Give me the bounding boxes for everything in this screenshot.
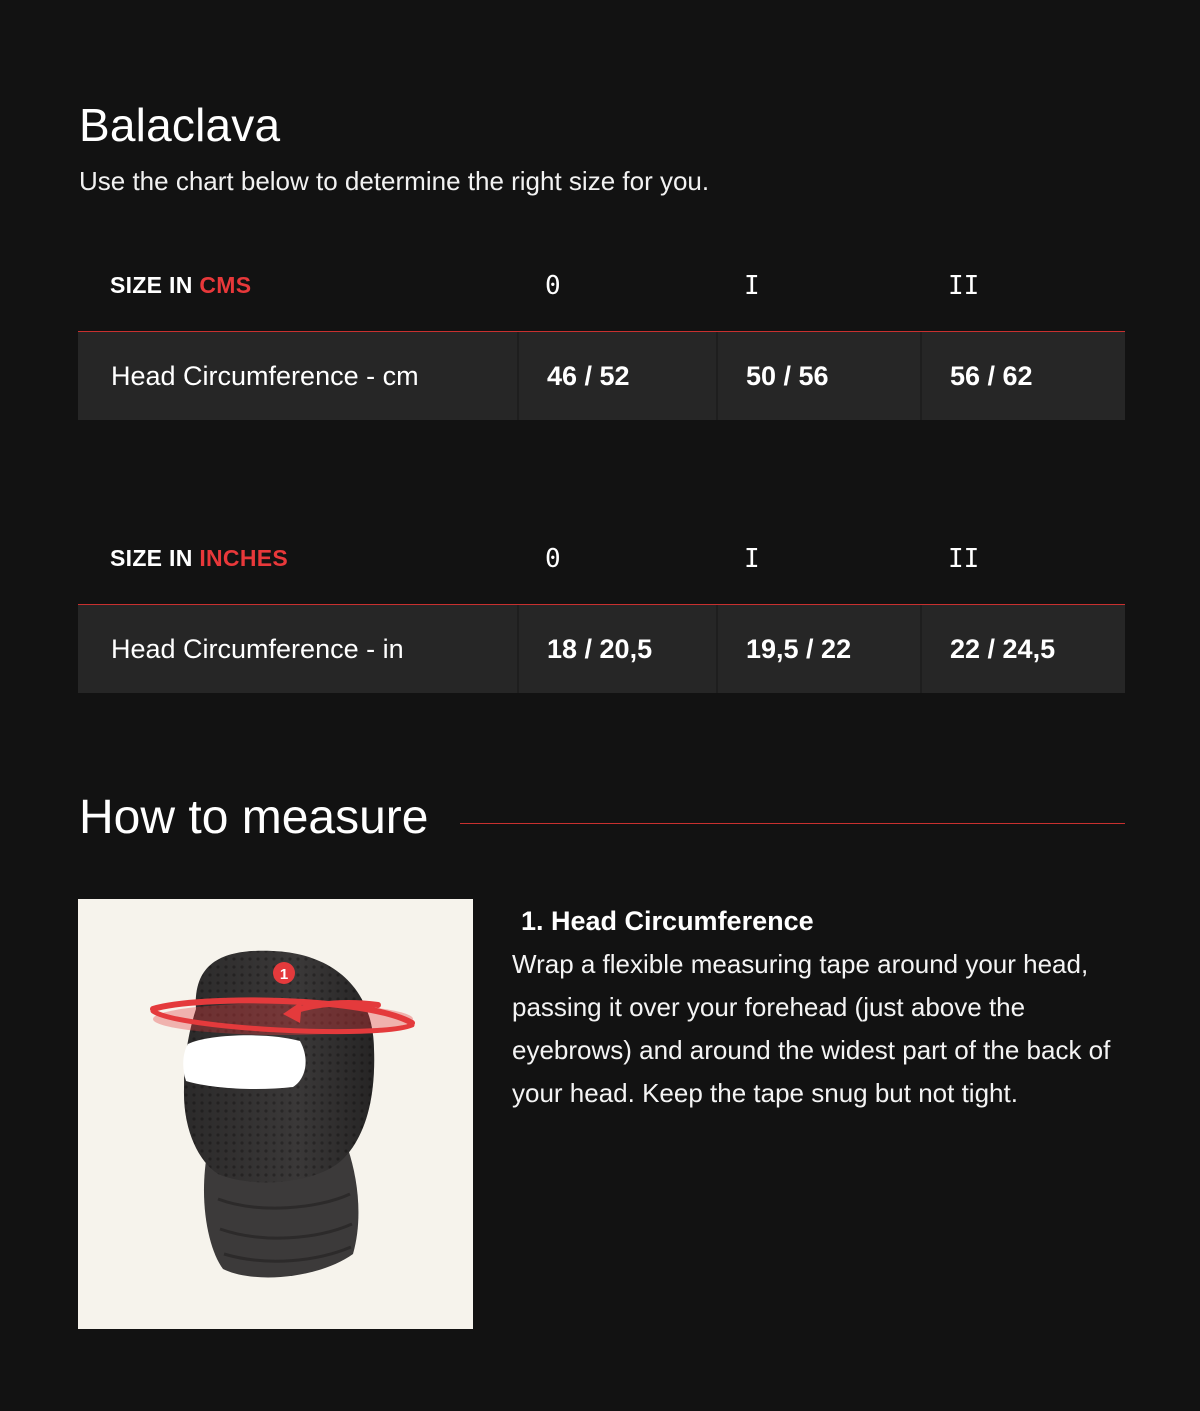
size-unit-label — [78, 545, 517, 572]
step-marker-label: 1 — [279, 966, 289, 983]
size-label-unit: INCHES — [199, 545, 289, 571]
page-subtitle: Use the chart below to determine the right size for you. — [79, 166, 710, 196]
value-size-2: 22 / 24,5 — [920, 605, 1125, 693]
balaclava-icon — [78, 899, 473, 1329]
size-table-header — [78, 240, 1125, 332]
row-label: Head Circumference - cm — [111, 360, 419, 391]
size-header-0: 0 — [545, 543, 561, 574]
step-description: Wrap a flexible measuring tape around your head, passing it over your forehead (just above the eyebrows) and around the widest part of the back of your head. Keep the tape snug but not tight. — [512, 949, 1111, 1108]
size-header-2: II — [948, 270, 980, 301]
value-size-0: 18 / 20,5 — [517, 605, 716, 693]
row-label: Head Circumference - in — [111, 633, 404, 664]
step-title: 1. Head Circumference — [521, 906, 814, 936]
value-size-1: 50 / 56 — [716, 332, 920, 420]
size-label-prefix: SIZE IN — [110, 272, 193, 298]
size-header-2: II — [948, 543, 980, 574]
size-header-1: I — [744, 543, 760, 574]
measure-heading: How to measure — [79, 791, 429, 844]
table-row — [78, 605, 1125, 693]
value-size-1: 19,5 / 22 — [716, 605, 920, 693]
table-row — [78, 332, 1125, 420]
size-table-header — [78, 513, 1125, 605]
size-table-inches — [78, 513, 1125, 693]
value-size-2: 56 / 62 — [920, 332, 1125, 420]
size-header-0: 0 — [545, 270, 561, 301]
size-label-prefix: SIZE IN — [110, 545, 193, 571]
size-header-1: I — [744, 270, 760, 301]
page-title: Balaclava — [79, 99, 281, 151]
size-label-unit: CMS — [199, 272, 252, 298]
size-table-cms — [78, 240, 1125, 420]
heading-divider — [460, 823, 1125, 824]
value-size-0: 46 / 52 — [517, 332, 716, 420]
size-unit-label — [78, 272, 517, 299]
balaclava-measure-illustration — [78, 899, 473, 1329]
